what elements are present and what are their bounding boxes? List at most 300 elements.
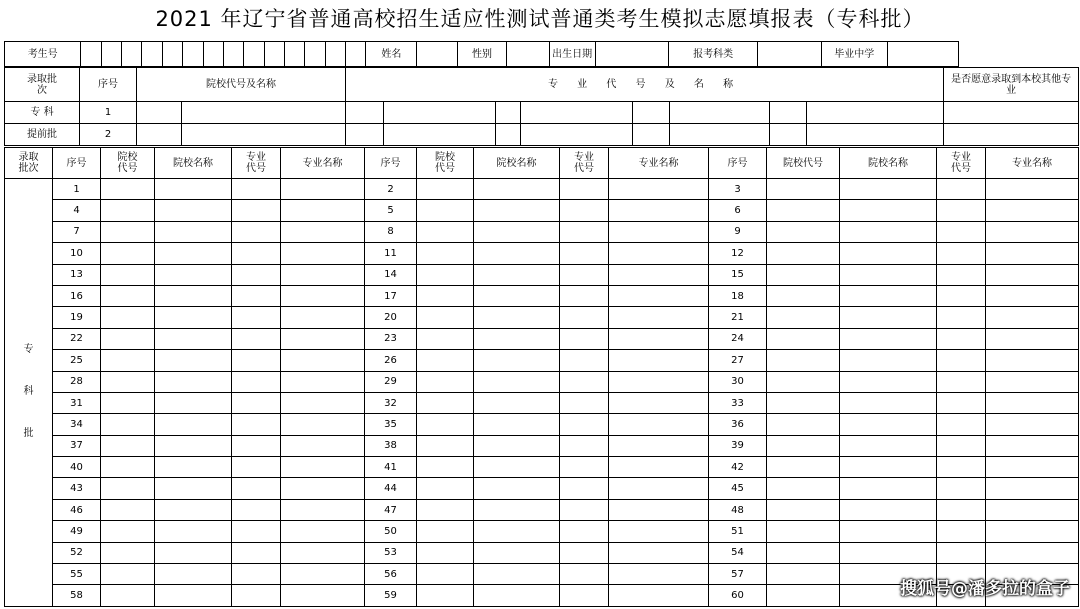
major-name-cell[interactable] — [986, 243, 1079, 264]
major-name-cell[interactable] — [281, 221, 365, 242]
seq-cell: 58 — [53, 585, 101, 606]
major-code-cell[interactable] — [232, 350, 281, 371]
major-name-cell[interactable] — [986, 499, 1079, 520]
major-name-cell[interactable] — [281, 264, 365, 285]
college-code-cell[interactable] — [417, 350, 474, 371]
major-code-cell[interactable] — [232, 564, 281, 585]
major-name-cell[interactable] — [986, 200, 1079, 221]
major-name-cell[interactable] — [609, 435, 709, 456]
early-adjust-field[interactable] — [944, 102, 1079, 124]
major-code-cell[interactable] — [232, 200, 281, 221]
major-code-cell[interactable] — [560, 179, 609, 200]
major-name-cell[interactable] — [281, 585, 365, 606]
major-name-cell[interactable] — [281, 564, 365, 585]
college-name-cell[interactable] — [474, 414, 560, 435]
college-code-cell[interactable] — [417, 521, 474, 542]
college-name-cell[interactable] — [840, 392, 937, 413]
major-name-cell[interactable] — [609, 350, 709, 371]
major-code-cell[interactable] — [232, 285, 281, 306]
major-name-cell[interactable] — [609, 285, 709, 306]
college-name-cell[interactable] — [840, 243, 937, 264]
college-code-cell[interactable] — [417, 585, 474, 606]
major-code-cell[interactable] — [937, 264, 986, 285]
major-name-cell[interactable] — [281, 307, 365, 328]
early-major-code[interactable] — [633, 102, 670, 124]
major-code-cell[interactable] — [937, 457, 986, 478]
early-major-name[interactable] — [807, 102, 944, 124]
major-name-cell[interactable] — [609, 414, 709, 435]
major-code-cell[interactable] — [560, 200, 609, 221]
seq-cell: 19 — [53, 307, 101, 328]
early-major-name[interactable] — [807, 124, 944, 146]
college-name-cell[interactable] — [155, 478, 232, 499]
college-name-cell[interactable] — [155, 457, 232, 478]
major-code-cell[interactable] — [232, 243, 281, 264]
early-major-name[interactable] — [670, 102, 770, 124]
major-name-cell[interactable] — [986, 328, 1079, 349]
college-name-cell[interactable] — [474, 564, 560, 585]
batch-header: 录取批次 — [5, 148, 53, 179]
college-code-cell[interactable] — [767, 585, 840, 606]
major-code-cell[interactable] — [560, 392, 609, 413]
major-name-cell[interactable] — [986, 392, 1079, 413]
college-name-cell[interactable] — [474, 521, 560, 542]
major-name-cell[interactable] — [986, 414, 1079, 435]
seq-cell: 59 — [365, 585, 417, 606]
college-name-header: 院校名称 — [155, 148, 232, 179]
college-name-cell[interactable] — [474, 499, 560, 520]
major-code-cell[interactable] — [560, 371, 609, 392]
college-code-cell[interactable] — [767, 435, 840, 456]
major-name-cell[interactable] — [609, 564, 709, 585]
college-name-cell[interactable] — [155, 307, 232, 328]
early-major-code[interactable] — [346, 102, 384, 124]
early-major-code[interactable] — [496, 124, 521, 146]
major-code-cell[interactable] — [560, 521, 609, 542]
college-name-header: 院校名称 — [474, 148, 560, 179]
school-label: 毕业中学 — [821, 42, 887, 67]
major-name-cell[interactable] — [609, 264, 709, 285]
exam-number-digit[interactable] — [305, 42, 325, 67]
college-code-cell[interactable] — [417, 414, 474, 435]
college-name-cell[interactable] — [474, 392, 560, 413]
college-code-cell[interactable] — [101, 264, 155, 285]
exam-number-digit[interactable] — [162, 42, 182, 67]
major-code-cell[interactable] — [937, 179, 986, 200]
college-name-cell[interactable] — [155, 435, 232, 456]
college-code-cell[interactable] — [417, 243, 474, 264]
college-name-cell[interactable] — [840, 200, 937, 221]
major-name-cell[interactable] — [986, 350, 1079, 371]
seq-cell: 49 — [53, 521, 101, 542]
birth-date-field[interactable] — [595, 42, 668, 67]
college-code-cell[interactable] — [101, 435, 155, 456]
exam-number-digit[interactable] — [325, 42, 345, 67]
early-major-name[interactable] — [670, 124, 770, 146]
major-code-cell[interactable] — [937, 200, 986, 221]
major-code-cell[interactable] — [232, 499, 281, 520]
college-code-cell[interactable] — [767, 371, 840, 392]
major-code-cell[interactable] — [937, 328, 986, 349]
major-code-cell[interactable] — [560, 307, 609, 328]
gender-field[interactable] — [506, 42, 549, 67]
early-major-name[interactable] — [384, 102, 496, 124]
major-code-cell[interactable] — [232, 307, 281, 328]
major-name-header: 专业名称 — [281, 148, 365, 179]
exam-number-digit[interactable] — [101, 42, 121, 67]
major-code-cell[interactable] — [232, 392, 281, 413]
college-code-cell[interactable] — [101, 585, 155, 606]
college-name-cell[interactable] — [474, 371, 560, 392]
college-name-cell[interactable] — [155, 200, 232, 221]
major-code-cell[interactable] — [232, 328, 281, 349]
major-code-cell[interactable] — [937, 542, 986, 563]
college-code-cell[interactable] — [767, 307, 840, 328]
major-name-cell[interactable] — [281, 542, 365, 563]
college-code-cell[interactable] — [101, 243, 155, 264]
major-code-cell[interactable] — [560, 499, 609, 520]
major-code-cell[interactable] — [560, 478, 609, 499]
college-name-cell[interactable] — [155, 542, 232, 563]
exam-number-digit[interactable] — [284, 42, 304, 67]
major-code-cell[interactable] — [560, 243, 609, 264]
college-name-cell[interactable] — [840, 457, 937, 478]
early-college-code[interactable] — [137, 102, 182, 124]
major-name-cell[interactable] — [986, 457, 1079, 478]
college-name-cell[interactable] — [155, 499, 232, 520]
college-code-cell[interactable] — [417, 179, 474, 200]
major-code-cell[interactable] — [232, 457, 281, 478]
college-name-cell[interactable] — [840, 414, 937, 435]
college-code-header: 院校代号 — [101, 148, 155, 179]
college-code-cell[interactable] — [101, 200, 155, 221]
major-code-cell[interactable] — [560, 221, 609, 242]
major-code-cell[interactable] — [232, 478, 281, 499]
early-major-code[interactable] — [496, 102, 521, 124]
college-code-cell[interactable] — [101, 285, 155, 306]
exam-number-digit[interactable] — [264, 42, 284, 67]
college-code-cell[interactable] — [417, 285, 474, 306]
college-code-cell[interactable] — [417, 221, 474, 242]
exam-number-digit[interactable] — [81, 42, 101, 67]
major-code-cell[interactable] — [937, 499, 986, 520]
college-code-cell[interactable] — [417, 200, 474, 221]
college-name-cell[interactable] — [155, 585, 232, 606]
major-code-cell[interactable] — [232, 221, 281, 242]
college-name-cell[interactable] — [840, 307, 937, 328]
college-name-cell[interactable] — [155, 328, 232, 349]
exam-number-digit[interactable] — [346, 42, 366, 67]
college-code-cell[interactable] — [417, 328, 474, 349]
college-name-cell[interactable] — [474, 328, 560, 349]
major-code-cell[interactable] — [560, 542, 609, 563]
college-name-cell[interactable] — [155, 285, 232, 306]
college-name-cell[interactable] — [474, 285, 560, 306]
major-name-cell[interactable] — [281, 414, 365, 435]
college-code-cell[interactable] — [101, 478, 155, 499]
college-code-cell[interactable] — [767, 414, 840, 435]
major-code-cell[interactable] — [560, 414, 609, 435]
major-code-cell[interactable] — [937, 521, 986, 542]
college-name-cell[interactable] — [474, 542, 560, 563]
college-code-cell[interactable] — [417, 392, 474, 413]
major-name-cell[interactable] — [281, 200, 365, 221]
college-code-cell[interactable] — [767, 350, 840, 371]
major-name-cell[interactable] — [281, 435, 365, 456]
major-code-cell[interactable] — [560, 457, 609, 478]
college-name-cell[interactable] — [474, 478, 560, 499]
college-code-cell[interactable] — [101, 499, 155, 520]
major-code-cell[interactable] — [560, 350, 609, 371]
exam-number-digit[interactable] — [223, 42, 243, 67]
college-name-cell[interactable] — [840, 221, 937, 242]
college-name-cell[interactable] — [840, 435, 937, 456]
college-code-cell[interactable] — [767, 542, 840, 563]
subject-type-field[interactable] — [758, 42, 821, 67]
batch-label-cell — [5, 179, 53, 607]
early-major-code[interactable] — [346, 124, 384, 146]
college-code-cell[interactable] — [417, 307, 474, 328]
major-name-cell[interactable] — [609, 585, 709, 606]
college-name-cell[interactable] — [840, 478, 937, 499]
college-code-cell[interactable] — [101, 414, 155, 435]
major-code-cell[interactable] — [232, 264, 281, 285]
exam-number-digit[interactable] — [244, 42, 264, 67]
college-name-cell[interactable] — [474, 350, 560, 371]
college-code-cell[interactable] — [417, 371, 474, 392]
major-name-cell[interactable] — [609, 200, 709, 221]
college-name-cell[interactable] — [474, 457, 560, 478]
major-name-cell[interactable] — [281, 457, 365, 478]
college-name-cell[interactable] — [474, 221, 560, 242]
college-code-cell[interactable] — [417, 478, 474, 499]
name-field[interactable] — [417, 42, 458, 67]
table-row — [5, 414, 1079, 435]
college-code-cell[interactable] — [767, 328, 840, 349]
major-name-cell[interactable] — [609, 392, 709, 413]
major-name-cell[interactable] — [986, 307, 1079, 328]
college-code-cell[interactable] — [767, 221, 840, 242]
seq-cell: 3 — [709, 179, 767, 200]
name-label: 姓名 — [366, 42, 417, 67]
major-name-cell[interactable] — [281, 478, 365, 499]
major-name-cell[interactable] — [281, 328, 365, 349]
major-code-cell[interactable] — [232, 435, 281, 456]
college-code-cell[interactable] — [417, 499, 474, 520]
major-name-header: 专业名称 — [609, 148, 709, 179]
college-code-cell[interactable] — [417, 542, 474, 563]
college-code-cell[interactable] — [101, 307, 155, 328]
college-code-cell[interactable] — [101, 179, 155, 200]
major-name-cell[interactable] — [986, 478, 1079, 499]
college-code-header: 院校代号 — [767, 148, 840, 179]
major-code-cell[interactable] — [560, 264, 609, 285]
major-name-cell[interactable] — [281, 521, 365, 542]
major-code-cell[interactable] — [937, 414, 986, 435]
college-code-cell[interactable] — [101, 221, 155, 242]
major-name-cell[interactable] — [986, 221, 1079, 242]
college-name-cell[interactable] — [155, 521, 232, 542]
exam-number-digit[interactable] — [142, 42, 162, 67]
college-code-cell[interactable] — [767, 478, 840, 499]
major-code-cell[interactable] — [232, 179, 281, 200]
seq-cell: 50 — [365, 521, 417, 542]
seq-cell: 8 — [365, 221, 417, 242]
college-name-cell[interactable] — [155, 414, 232, 435]
early-major-name[interactable] — [521, 102, 633, 124]
college-code-cell[interactable] — [101, 392, 155, 413]
major-name-cell[interactable] — [281, 179, 365, 200]
major-name-cell[interactable] — [986, 264, 1079, 285]
major-name-cell[interactable] — [281, 285, 365, 306]
major-code-cell[interactable] — [232, 371, 281, 392]
early-major-code[interactable] — [770, 102, 807, 124]
major-code-cell[interactable] — [937, 371, 986, 392]
college-code-cell[interactable] — [101, 328, 155, 349]
college-code-cell[interactable] — [417, 264, 474, 285]
major-code-cell[interactable] — [937, 435, 986, 456]
major-name-cell[interactable] — [609, 457, 709, 478]
college-name-cell[interactable] — [840, 542, 937, 563]
major-code-cell[interactable] — [232, 542, 281, 563]
major-name-cell[interactable] — [609, 328, 709, 349]
college-name-cell[interactable] — [840, 179, 937, 200]
college-code-cell[interactable] — [101, 564, 155, 585]
major-name-cell[interactable] — [986, 371, 1079, 392]
early-college-name[interactable] — [182, 124, 346, 146]
college-name-cell[interactable] — [155, 264, 232, 285]
college-code-cell[interactable] — [417, 564, 474, 585]
major-name-cell[interactable] — [986, 179, 1079, 200]
college-name-cell[interactable] — [840, 264, 937, 285]
major-name-cell[interactable] — [609, 243, 709, 264]
major-code-cell[interactable] — [937, 478, 986, 499]
college-name-cell[interactable] — [474, 179, 560, 200]
major-name-cell[interactable] — [281, 499, 365, 520]
college-code-cell[interactable] — [101, 350, 155, 371]
major-code-cell[interactable] — [232, 585, 281, 606]
major-name-cell[interactable] — [986, 285, 1079, 306]
early-college-name[interactable] — [182, 102, 346, 124]
early-college-code[interactable] — [137, 124, 182, 146]
college-code-cell[interactable] — [101, 371, 155, 392]
college-name-cell[interactable] — [155, 221, 232, 242]
college-name-cell[interactable] — [474, 200, 560, 221]
college-code-cell[interactable] — [101, 542, 155, 563]
major-name-cell[interactable] — [986, 542, 1079, 563]
early-major-code[interactable] — [770, 124, 807, 146]
major-name-cell[interactable] — [986, 435, 1079, 456]
college-name-cell[interactable] — [155, 371, 232, 392]
major-name-cell[interactable] — [609, 371, 709, 392]
major-name-cell[interactable] — [609, 307, 709, 328]
major-code-cell[interactable] — [937, 221, 986, 242]
college-name-cell[interactable] — [840, 350, 937, 371]
early-adjust-field[interactable] — [944, 124, 1079, 146]
major-code-cell[interactable] — [937, 307, 986, 328]
major-code-cell[interactable] — [937, 243, 986, 264]
college-code-cell[interactable] — [767, 521, 840, 542]
college-code-cell[interactable] — [767, 264, 840, 285]
exam-number-digit[interactable] — [122, 42, 142, 67]
college-code-cell[interactable] — [767, 564, 840, 585]
college-code-cell[interactable] — [767, 200, 840, 221]
early-major-name[interactable] — [521, 124, 633, 146]
major-code-cell[interactable] — [560, 328, 609, 349]
college-name-cell[interactable] — [155, 392, 232, 413]
college-code-cell[interactable] — [767, 243, 840, 264]
table-row — [5, 328, 1079, 349]
major-code-cell[interactable] — [232, 521, 281, 542]
college-name-cell[interactable] — [155, 350, 232, 371]
college-name-cell[interactable] — [840, 285, 937, 306]
college-code-cell[interactable] — [767, 457, 840, 478]
major-code-cell[interactable] — [560, 435, 609, 456]
college-code-cell[interactable] — [101, 521, 155, 542]
major-code-cell[interactable] — [560, 285, 609, 306]
form-title: 2021 年辽宁省普通高校招生适应性测试普通类考生模拟志愿填报表（专科批） — [155, 7, 925, 31]
major-name-cell[interactable] — [609, 521, 709, 542]
table-row — [5, 478, 1079, 499]
table-row — [5, 392, 1079, 413]
college-name-cell[interactable] — [840, 328, 937, 349]
major-code-header: 专业代号 — [232, 148, 281, 179]
major-name-cell[interactable] — [609, 499, 709, 520]
major-name-cell[interactable] — [609, 221, 709, 242]
major-code-cell[interactable] — [937, 285, 986, 306]
college-code-cell[interactable] — [417, 435, 474, 456]
school-field[interactable] — [887, 42, 958, 67]
college-name-cell[interactable] — [155, 243, 232, 264]
major-name-cell[interactable] — [281, 371, 365, 392]
college-code-cell[interactable] — [767, 499, 840, 520]
major-code-cell[interactable] — [560, 585, 609, 606]
college-code-cell[interactable] — [417, 457, 474, 478]
college-name-cell[interactable] — [474, 435, 560, 456]
college-name-cell[interactable] — [474, 307, 560, 328]
exam-number-digit[interactable] — [203, 42, 223, 67]
major-name-cell[interactable] — [281, 243, 365, 264]
major-code-cell[interactable] — [232, 414, 281, 435]
college-name-cell[interactable] — [155, 179, 232, 200]
major-name-cell[interactable] — [986, 521, 1079, 542]
college-name-cell[interactable] — [840, 371, 937, 392]
major-code-cell[interactable] — [937, 392, 986, 413]
major-name-cell[interactable] — [609, 478, 709, 499]
college-code-cell[interactable] — [767, 285, 840, 306]
major-name-cell[interactable] — [281, 350, 365, 371]
major-name-cell[interactable] — [609, 179, 709, 200]
college-name-cell[interactable] — [474, 243, 560, 264]
major-name-cell[interactable] — [281, 392, 365, 413]
early-major-code[interactable] — [633, 124, 670, 146]
college-code-cell[interactable] — [767, 179, 840, 200]
college-name-cell[interactable] — [155, 564, 232, 585]
college-name-cell[interactable] — [474, 264, 560, 285]
exam-number-digit[interactable] — [183, 42, 203, 67]
major-code-cell[interactable] — [937, 350, 986, 371]
college-name-cell[interactable] — [474, 585, 560, 606]
early-major-name[interactable] — [384, 124, 496, 146]
major-name-cell[interactable] — [609, 542, 709, 563]
major-code-cell[interactable] — [560, 564, 609, 585]
college-name-cell[interactable] — [840, 499, 937, 520]
college-code-cell[interactable] — [767, 392, 840, 413]
college-code-cell[interactable] — [101, 457, 155, 478]
table-row — [5, 435, 1079, 456]
table-row — [5, 307, 1079, 328]
college-name-cell[interactable] — [840, 521, 937, 542]
